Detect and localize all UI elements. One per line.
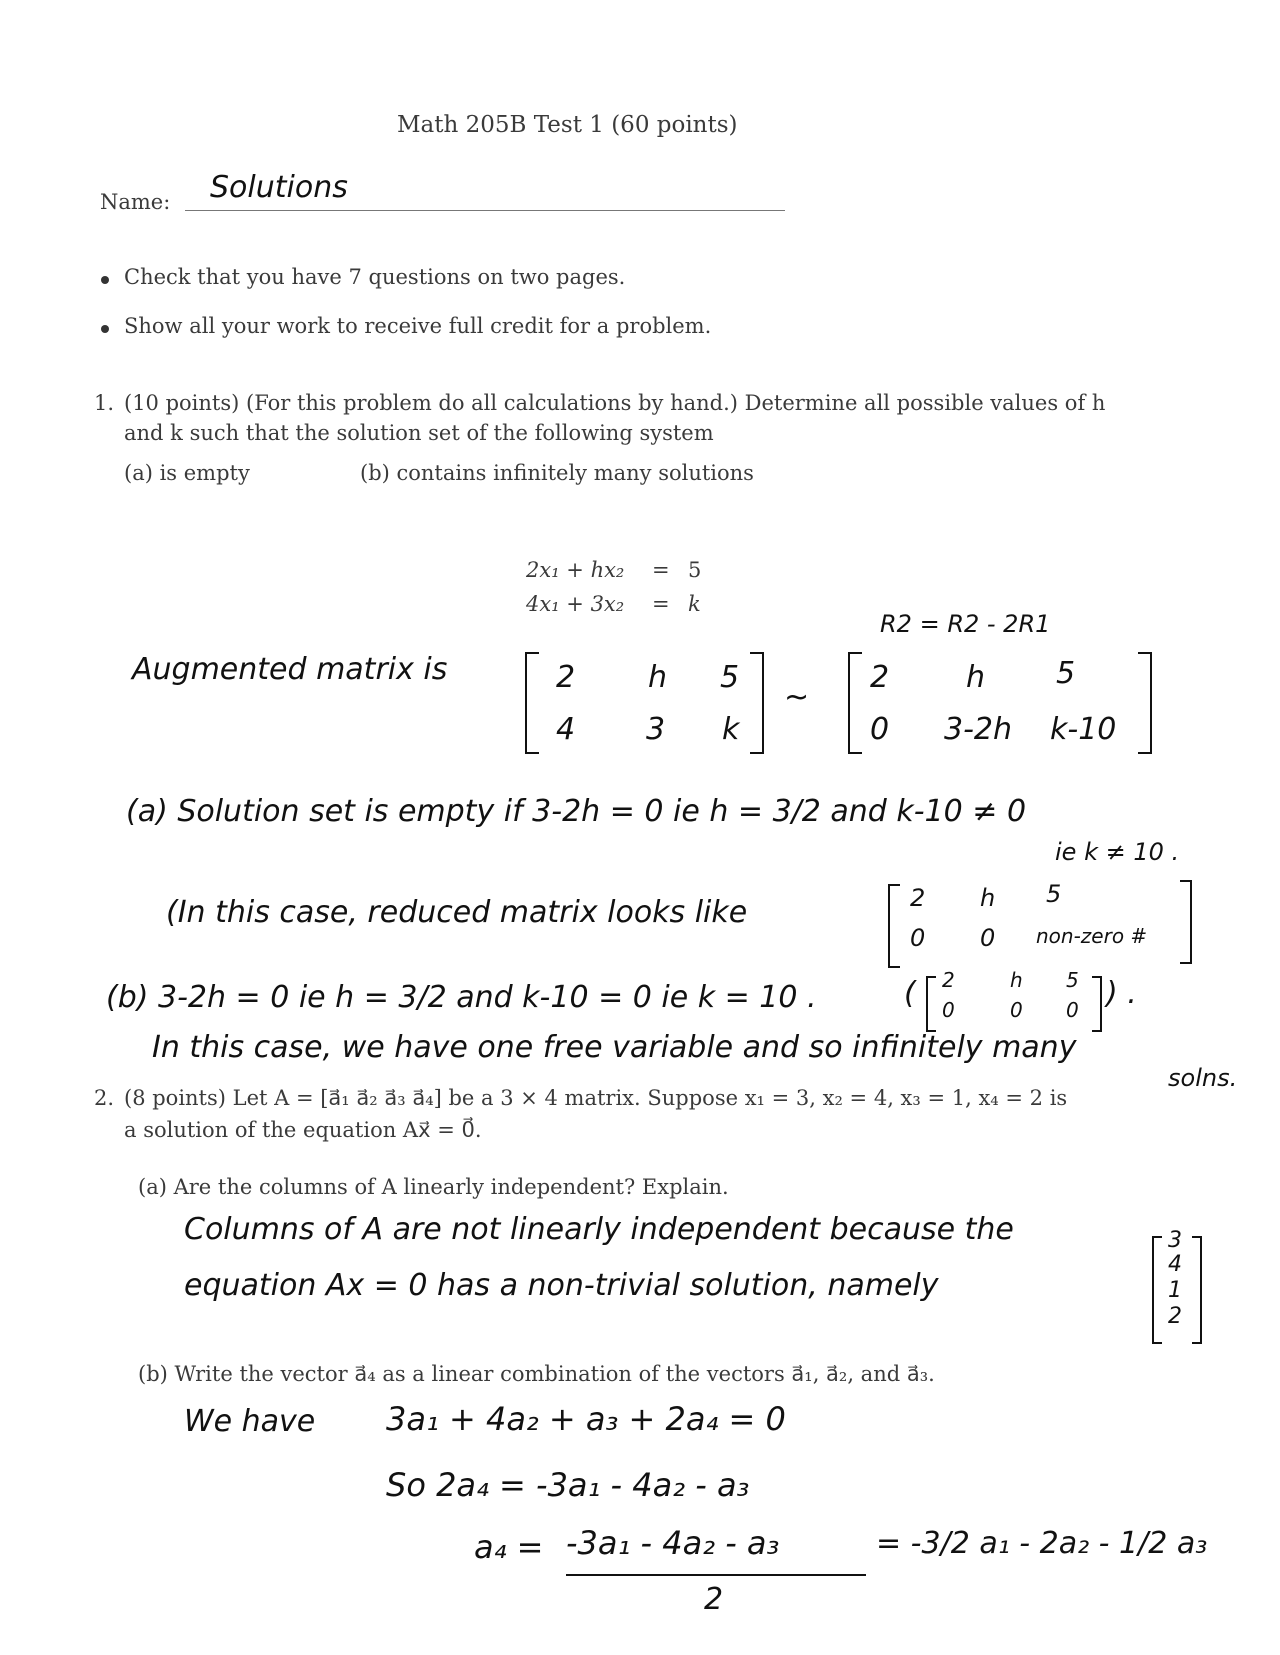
matrix1-cell: 5 (720, 660, 740, 695)
matrix3-cell: non-zero # (1036, 924, 1148, 948)
matrix1-right-bracket (750, 652, 764, 754)
matrix3-right-bracket (1180, 880, 1192, 964)
matrix2-cell: h (966, 660, 986, 695)
matrix3-cell: 0 (910, 924, 926, 952)
q2-answer-b-eq3-rhs: = -3/2 a₁ - 2a₂ - 1/2 a₃ (876, 1526, 1208, 1561)
matrix3-cell: 2 (910, 884, 926, 912)
matrix3-cell: 0 (980, 924, 996, 952)
q1-row-equivalent: ~ (784, 680, 810, 715)
q2-answer-b-eq2: So 2a₄ = -3a₁ - 4a₂ - a₃ (386, 1466, 750, 1504)
q2-answer-b-eq3-lhs: a₄ = (474, 1528, 544, 1566)
matrix4-cell: 0 (942, 998, 955, 1022)
q1-solution-b-line2: In this case, we have one free variable and so infinitely many (152, 1030, 1077, 1065)
name-label: Name: (100, 190, 171, 214)
matrix2-cell: 0 (870, 712, 890, 747)
q1-eq1-rhs: 5 (688, 558, 702, 582)
q2-number: 2. (94, 1086, 115, 1110)
q2-answer-b-eq1: 3a₁ + 4a₂ + a₃ + 2a₄ = 0 (386, 1400, 786, 1438)
matrix2-cell: k-10 (1050, 712, 1117, 747)
matrix2-cell: 2 (870, 660, 890, 695)
vector-right-bracket (1192, 1236, 1202, 1344)
matrix1-cell: k (722, 712, 740, 747)
matrix4-cell: 5 (1066, 968, 1079, 992)
instruction-2: Show all your work to receive full credit for a problem. (124, 314, 712, 338)
q1-part-b: (b) contains infinitely many solutions (360, 461, 754, 485)
matrix4-cell: 0 (1010, 998, 1023, 1022)
q1-solution-a-case: (In this case, reduced matrix looks like (166, 895, 748, 930)
matrix3-cell: h (980, 884, 996, 912)
vector-entry: 2 (1168, 1304, 1182, 1329)
matrix4-left-bracket (926, 976, 936, 1032)
q1-solution-a-line1: (a) Solution set is empty if 3-2h = 0 ie h = 3/2 and k-10 ≠ 0 (126, 794, 1027, 829)
matrix3-cell: 5 (1046, 880, 1062, 908)
q1-row-operation: R2 = R2 - 2R1 (880, 610, 1051, 638)
page-title: Math 205B Test 1 (60 points) (397, 112, 738, 138)
instruction-1: Check that you have 7 questions on two pages. (124, 265, 626, 289)
q1-eq1-equals: = (652, 558, 670, 582)
q2-answer-b-eq3-numerator: -3a₁ - 4a₂ - a₃ (566, 1524, 780, 1562)
q1-eq2-equals: = (652, 592, 670, 616)
fraction-bar (566, 1574, 866, 1576)
matrix3-left-bracket (888, 884, 900, 968)
q1-text-line1: (10 points) (For this problem do all calculations by hand.) Determine all possible values of h (124, 391, 1106, 415)
q1-solution-b-line1: (b) 3-2h = 0 ie h = 3/2 and k-10 = 0 ie k = 10 . (106, 980, 817, 1015)
name-value: Solutions (210, 170, 348, 205)
q2-answer-b-eq3-denominator: 2 (704, 1582, 724, 1617)
q1-solution-b-line3: solns. (1168, 1064, 1238, 1092)
matrix1-cell: 3 (646, 712, 666, 747)
q2-part-b: (b) Write the vector a⃗₄ as a linear combination of the vectors a⃗₁, a⃗₂, and a⃗₃. (138, 1362, 935, 1386)
matrix1-left-bracket (525, 652, 539, 754)
matrix2-cell: 3-2h (944, 712, 1013, 747)
vector-entry: 1 (1168, 1278, 1182, 1303)
vector-entry: 4 (1168, 1252, 1182, 1277)
matrix1-cell: 2 (556, 660, 576, 695)
matrix2-right-bracket (1138, 652, 1152, 754)
q2-answer-a-line1: Columns of A are not linearly independent because the (184, 1212, 1014, 1247)
bullet-icon (101, 276, 109, 284)
matrix2-left-bracket (848, 652, 862, 754)
q2-answer-b-we-have: We have (184, 1404, 316, 1439)
q1-eq2-lhs: 4x₁ + 3x₂ (526, 592, 625, 616)
q1-eq2-rhs: k (688, 592, 701, 616)
matrix4-cell: h (1010, 968, 1023, 992)
q1-text-line2: and k such that the solution set of the following system (124, 421, 714, 445)
matrix4-right-bracket (1092, 976, 1102, 1032)
matrix1-cell: 4 (556, 712, 576, 747)
q2-text-line2: a solution of the equation Ax⃗ = 0⃗. (124, 1118, 482, 1142)
q1-solution-a-line2: ie k ≠ 10 . (1055, 838, 1180, 866)
q2-part-a: (a) Are the columns of A linearly independent? Explain. (138, 1175, 729, 1199)
q2-text-line1: (8 points) Let A = [a⃗₁ a⃗₂ a⃗₃ a⃗₄] be a 3 × 4 matrix. Suppose x₁ = 3, x₂ = 4, x₃ = 1, x₄ = 2 is (124, 1086, 1068, 1110)
q1-number: 1. (94, 391, 115, 415)
name-underline (185, 210, 785, 211)
q2-answer-a-line2: equation Ax = 0 has a non-trivial solution, namely (184, 1268, 939, 1303)
matrix4-cell: 2 (942, 968, 955, 992)
q1-eq1-lhs: 2x₁ + hx₂ (526, 558, 625, 582)
open-paren: ( (904, 976, 916, 1011)
vector-left-bracket (1152, 1236, 1162, 1344)
q1-part-a: (a) is empty (124, 461, 250, 485)
matrix2-cell: 5 (1056, 656, 1076, 691)
matrix4-cell: 0 (1066, 998, 1079, 1022)
bullet-icon (101, 325, 109, 333)
vector-entry: 3 (1168, 1228, 1182, 1253)
q1-augmented-label: Augmented matrix is (132, 652, 448, 687)
close-paren: ) . (1106, 976, 1137, 1011)
matrix1-cell: h (648, 660, 668, 695)
